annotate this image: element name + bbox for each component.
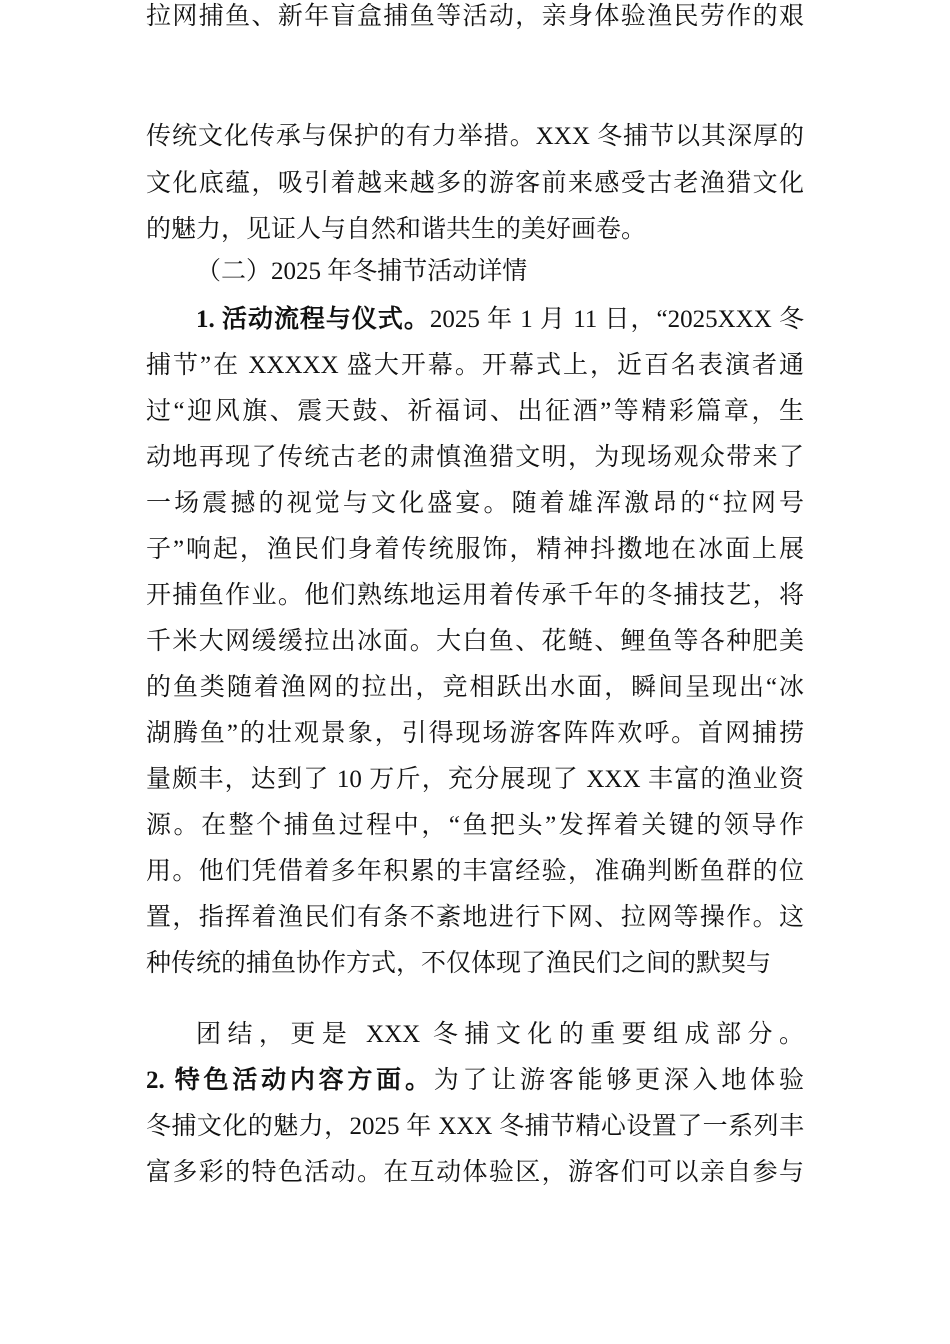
paragraph-line <box>146 1110 804 1144</box>
paragraph-line <box>146 717 804 751</box>
line-text: 源。在整个捕鱼过程中，“鱼把头”发挥着关键的领导作 <box>146 812 804 839</box>
line-text: 量颇丰，达到了 10 万斤，充分展现了 XXX 丰富的渔业资 <box>146 766 804 793</box>
paragraph-line <box>146 0 804 34</box>
paragraph-line <box>146 901 804 935</box>
paragraph-line <box>146 947 804 981</box>
line-text: 千米大网缓缓拉出冰面。大白鱼、花鲢、鲤鱼等各种肥美 <box>146 628 804 655</box>
paragraph-line <box>146 763 804 797</box>
line-text: 湖腾鱼”的壮观景象，引得现场游客阵阵欢呼。首网捕捞 <box>146 720 804 747</box>
line-text: 文化底蕴，吸引着越来越多的游客前来感受古老渔猎文化 <box>146 170 804 197</box>
paragraph-line <box>146 1064 804 1098</box>
line-text: 2025 年 1 月 11 日，“2025XXX 冬 <box>429 306 804 333</box>
line-text: 捕节”在 XXXXX 盛大开幕。开幕式上，近百名表演者通 <box>146 352 804 379</box>
paragraph-line <box>146 579 804 613</box>
line-text: 用。他们凭借着多年积累的丰富经验，准确判断鱼群的位 <box>146 858 804 885</box>
paragraph-line <box>196 1018 804 1052</box>
paragraph-line <box>146 1156 804 1190</box>
paragraph-line <box>146 167 804 201</box>
line-text: 子”响起，渔民们身着传统服饰，精神抖擞地在冰面上展 <box>146 536 804 563</box>
paragraph-line <box>146 855 804 889</box>
line-text: 拉网捕鱼、新年盲盒捕鱼等活动，亲身体验渔民劳作的艰 <box>146 3 804 30</box>
line-text: 开捕鱼作业。他们熟练地运用着传承千年的冬捕技艺，将 <box>146 582 804 609</box>
line-text: 为了让游客能够更深入地体验 <box>433 1067 804 1094</box>
paragraph-line <box>146 395 804 429</box>
paragraph-line <box>146 533 804 567</box>
paragraph-line <box>146 625 804 659</box>
line-text: 一场震撼的视觉与文化盛宴。随着雄浑激昂的“拉网号 <box>146 490 804 517</box>
line-text: 冬捕文化的魅力，2025 年 XXX 冬捕节精心设置了一系列丰 <box>146 1113 804 1140</box>
line-text: （二）2025 年冬捕节活动详情 <box>196 258 528 285</box>
line-text: 置，指挥着渔民们有条不紊地进行下网、拉网等操作。这 <box>146 904 804 931</box>
line-text: 团结，更是 XXX 冬捕文化的重要组成部分。 <box>196 1021 804 1048</box>
line-text: 动地再现了传统古老的肃慎渔猎文明，为现场观众带来了 <box>146 444 804 471</box>
line-text: 种传统的捕鱼协作方式，不仅体现了渔民们之间的默契与 <box>146 950 772 977</box>
line-text: 的鱼类随着渔网的拉出，竞相跃出水面，瞬间呈现出“冰 <box>146 674 804 701</box>
paragraph-line <box>196 303 804 337</box>
paragraph-line <box>146 809 804 843</box>
line-text: 的魅力，见证人与自然和谐共生的美好画卷。 <box>146 216 647 243</box>
line-text: 富多彩的特色活动。在互动体验区，游客们可以亲自参与 <box>146 1159 804 1186</box>
bold-lead-in: 1. 活动流程与仪式。 <box>196 306 430 333</box>
paragraph-line <box>146 441 804 475</box>
paragraph-line <box>146 671 804 705</box>
paragraph-line <box>146 213 804 247</box>
paragraph-line <box>146 487 804 521</box>
paragraph-line <box>146 120 804 154</box>
paragraph-line <box>146 349 804 383</box>
line-text: 传统文化传承与保护的有力举措。XXX 冬捕节以其深厚的 <box>146 123 804 150</box>
section-heading <box>196 255 804 289</box>
bold-lead-in: 2. 特色活动内容方面。 <box>146 1067 434 1094</box>
line-text: 过“迎风旗、震天鼓、祈福词、出征酒”等精彩篇章，生 <box>146 398 804 425</box>
